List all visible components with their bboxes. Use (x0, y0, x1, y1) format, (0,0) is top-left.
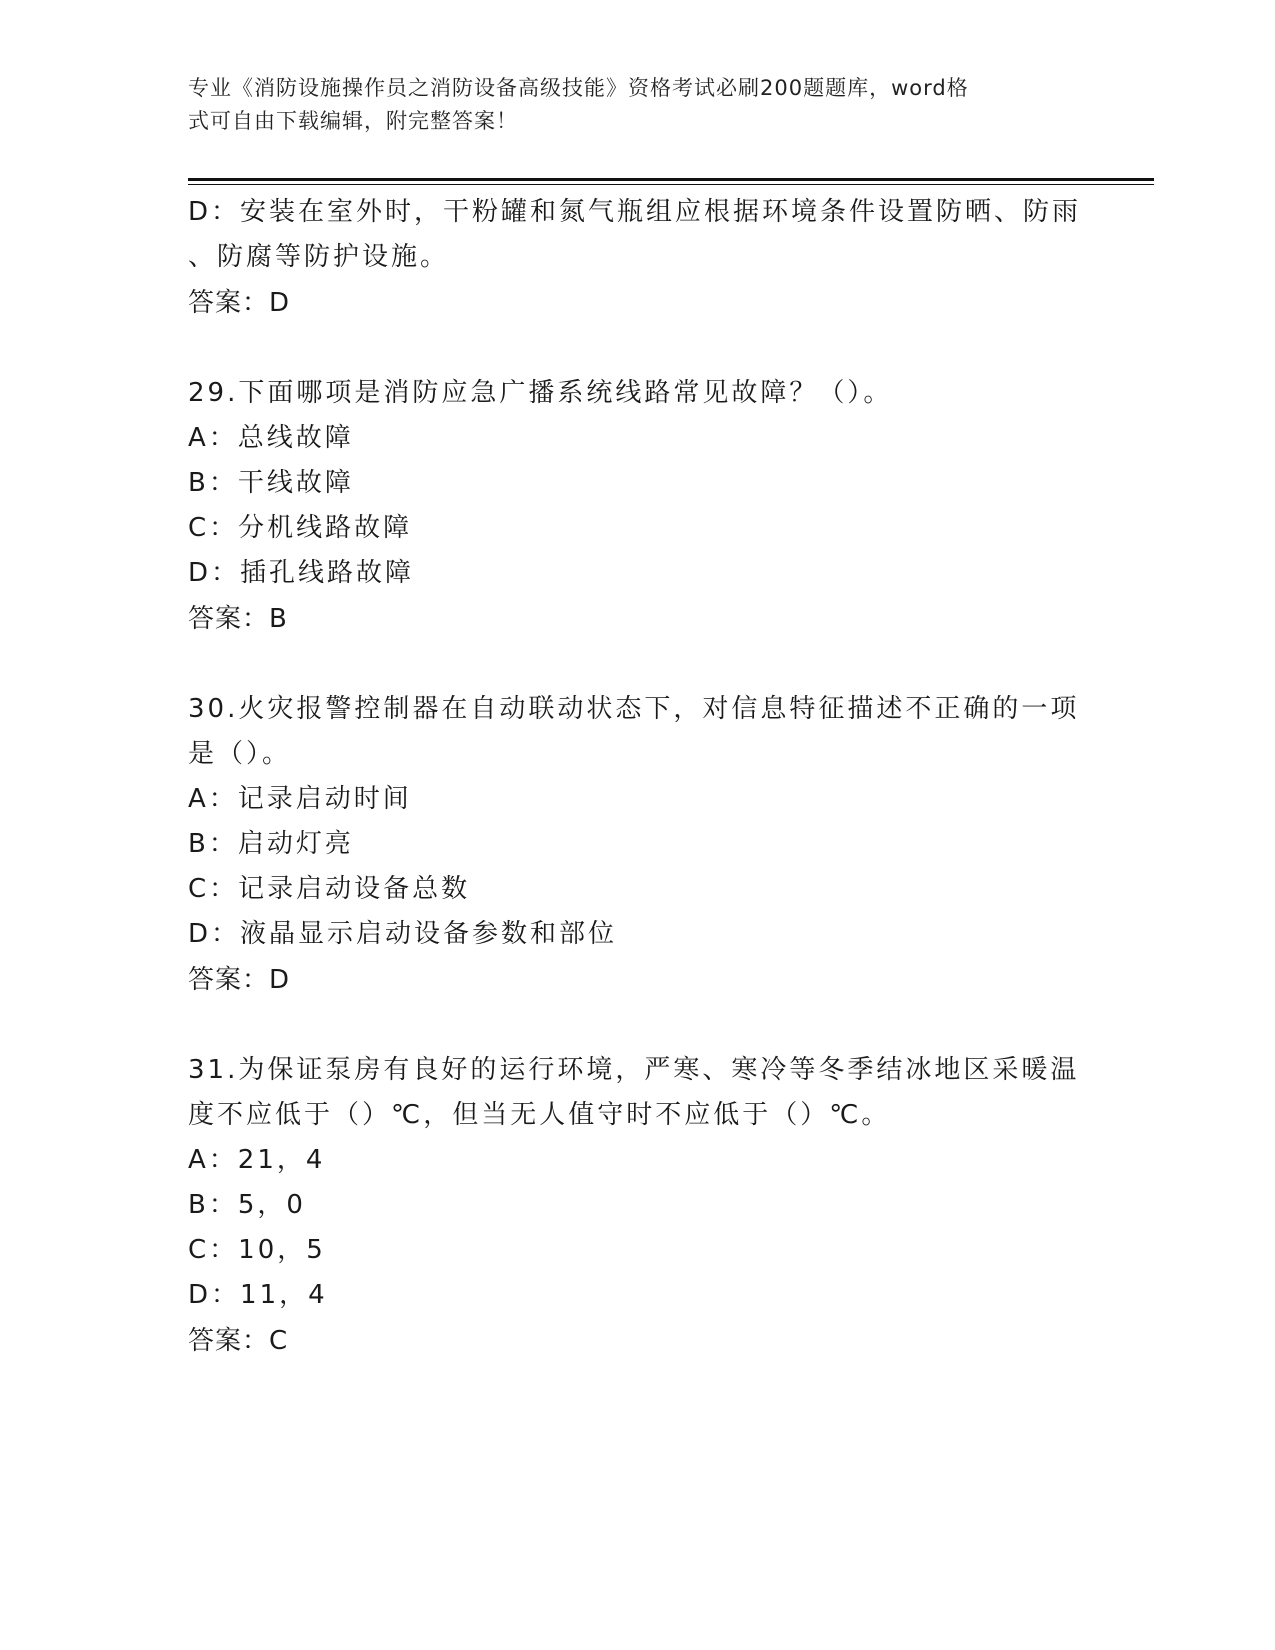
q30-option-d: D：液晶显示启动设备参数和部位 (188, 919, 618, 949)
spacer (188, 642, 1088, 687)
q29-option-b: B：干线故障 (188, 468, 354, 498)
spacer (188, 1003, 1088, 1048)
header-divider-thick (188, 178, 1154, 181)
q30-answer: 答案：D (188, 965, 291, 995)
header-line-2: 式可自由下载编辑，附完整答案！ (188, 109, 518, 133)
q31-option-d: D：11，4 (188, 1280, 328, 1310)
q30-question-line-1: 30.火灾报警控制器在自动联动状态下，对信息特征描述不正确的一项 (188, 694, 1080, 724)
q29-option-d: D：插孔线路故障 (188, 558, 415, 588)
q31-option-a: A：21，4 (188, 1145, 326, 1175)
question-28 (188, 190, 1088, 326)
question-list (188, 190, 1088, 1364)
q29-option-a: A：总线故障 (188, 423, 354, 453)
q29-question: 29.下面哪项是消防应急广播系统线路常见故障？（）。 (188, 378, 893, 408)
q30-option-b: B：启动灯亮 (188, 829, 354, 859)
q30-question-line-2: 是（）。 (188, 739, 292, 769)
question-29 (188, 371, 1088, 642)
q28-option-d-line-2: 、防腐等防护设施。 (188, 242, 450, 272)
q29-option-c: C：分机线路故障 (188, 513, 413, 543)
q31-answer: 答案：C (188, 1326, 289, 1356)
spacer (188, 326, 1088, 371)
header-line-1: 专业《消防设施操作员之消防设备高级技能》资格考试必刷200题题库，word格 (188, 76, 969, 100)
question-31 (188, 1048, 1088, 1364)
q28-option-d-line-1: D：安装在室外时，干粉罐和氮气瓶组应根据环境条件设置防晒、防雨 (188, 197, 1082, 227)
q30-option-a: A：记录启动时间 (188, 784, 412, 814)
header-divider-thin (188, 184, 1154, 185)
q31-option-c: C：10，5 (188, 1235, 326, 1265)
q30-option-c: C：记录启动设备总数 (188, 874, 471, 904)
q28-answer: 答案：D (188, 288, 291, 318)
q31-option-b: B：5，0 (188, 1190, 306, 1220)
q31-question-line-1: 31.为保证泵房有良好的运行环境，严寒、寒冷等冬季结冰地区采暖温 (188, 1055, 1080, 1085)
question-30 (188, 687, 1088, 1003)
q31-question-line-2: 度不应低于（）℃，但当无人值守时不应低于（）℃。 (188, 1100, 891, 1130)
document-header (188, 72, 1078, 138)
q29-answer: 答案：B (188, 604, 288, 634)
